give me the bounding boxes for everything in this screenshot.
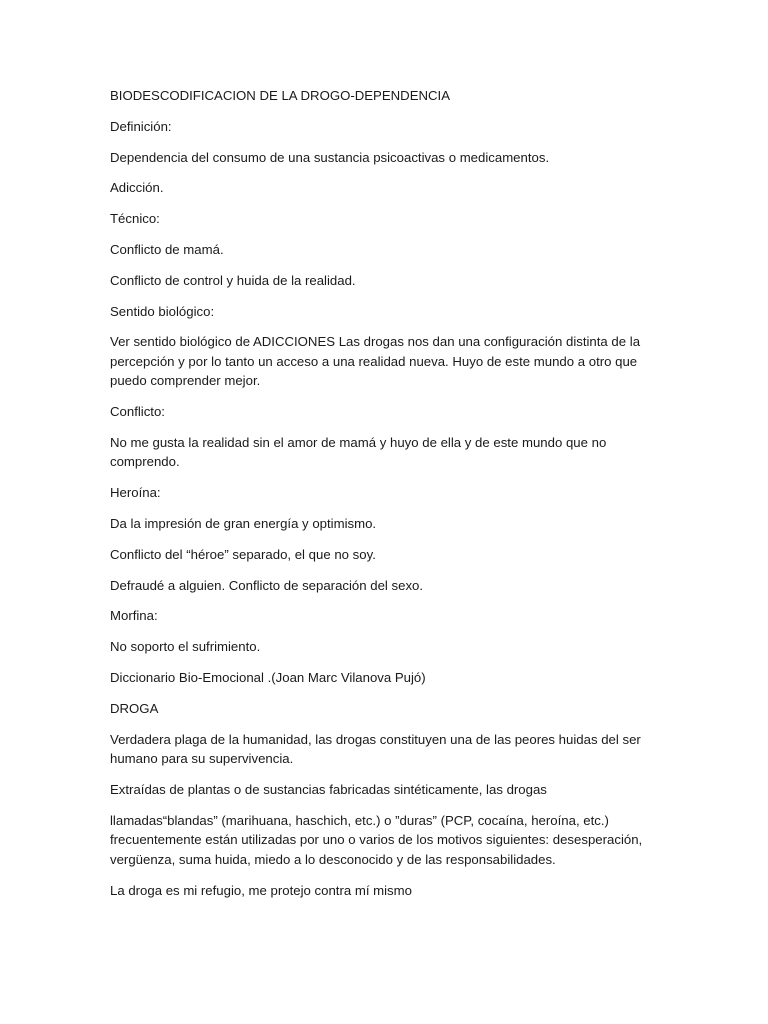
paragraph-heroina-heroe: Conflicto del “héroe” separado, el que no soy. xyxy=(110,546,376,562)
paragraph-heroina-energia: Da la impresión de gran energía y optimismo. xyxy=(110,516,377,532)
paragraph-conflicto-control: Conflicto de control y huida de la realidad. xyxy=(110,272,356,288)
paragraph-droga-refugio: La droga es mi refugio, me protejo contra mí mismo xyxy=(110,882,412,898)
paragraph-droga-heading: DROGA xyxy=(110,700,159,716)
document-body xyxy=(110,86,645,911)
paragraph-morfina-heading: Morfina: xyxy=(110,608,158,624)
paragraph-droga-extraidas: Extraídas de plantas o de sustancias fabricadas sintéticamente, las drogas xyxy=(110,781,547,797)
paragraph-definicion-heading: Definición: xyxy=(110,118,172,134)
paragraph-droga-plaga: Verdadera plaga de la humanidad, las drogas constituyen una de las peores huidas del ser humano para su supervivencia. xyxy=(110,731,641,767)
paragraph-sentido-heading: Sentido biológico: xyxy=(110,303,215,319)
paragraph-heroina-defraude: Defraudé a alguien. Conflicto de separación del sexo. xyxy=(110,577,424,593)
paragraph-droga-llamadas: llamadas“blandas” (marihuana, haschich, etc.) o ”duras” (PCP, cocaína, heroína, etc.) frecuentemente están utilizadas por uno o varios de los motivos siguientes: desesperación, vergüenza, suma huida, miedo a lo desconocido y de las responsabilidades. xyxy=(110,812,643,867)
paragraph-sentido-text: Ver sentido biológico de ADICCIONES Las drogas nos dan una configuración distinta de la percepción y por lo tanto un acceso a una realidad nueva. Huyo de este mundo a otro que puedo comprender mejor. xyxy=(110,334,641,389)
paragraph-adiccion: Adicción. xyxy=(110,180,164,196)
paragraph-morfina-text: No soporto el sufrimiento. xyxy=(110,639,261,655)
paragraph-diccionario: Diccionario Bio-Emocional .(Joan Marc Vilanova Pujó) xyxy=(110,670,426,686)
paragraph-conflicto-heading: Conflicto: xyxy=(110,404,165,420)
paragraph-conflicto-mama: Conflicto de mamá. xyxy=(110,241,224,257)
paragraph-tecnico-heading: Técnico: xyxy=(110,211,160,227)
document-title: BIODESCODIFICACION DE LA DROGO-DEPENDENCIA xyxy=(110,88,450,103)
paragraph-conflicto-text: No me gusta la realidad sin el amor de mamá y huyo de ella y de este mundo que no comprendo. xyxy=(110,434,607,470)
paragraph-definicion-text: Dependencia del consumo de una sustancia psicoactivas o medicamentos. xyxy=(110,149,550,165)
paragraph-heroina-heading: Heroína: xyxy=(110,485,161,501)
